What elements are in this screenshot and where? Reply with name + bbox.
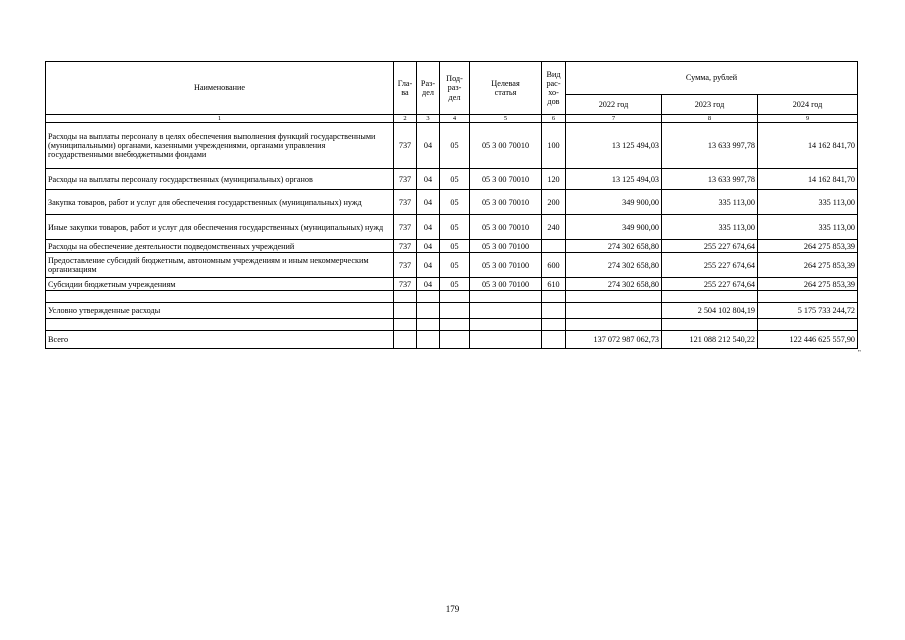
row-target: 05 3 00 70100 — [470, 253, 542, 278]
row-sum-2023: 255 227 674,64 — [662, 253, 758, 278]
row-sum-2023: 255 227 674,64 — [662, 240, 758, 253]
header-podrazdel: Под- раз- дел — [440, 62, 470, 115]
row-razdel: 04 — [417, 253, 440, 278]
total-row — [46, 331, 858, 349]
header-summa: Сумма, рублей — [566, 62, 858, 95]
row-sum-2022: 274 302 658,80 — [566, 278, 662, 291]
row-name: Субсидии бюджетным учреждениям — [46, 278, 394, 291]
row-vid: 120 — [542, 169, 566, 190]
row-sum-2022: 349 900,00 — [566, 215, 662, 240]
row-name: Расходы на выплаты персоналу в целях обеспечения выполнения функций государственными (муниципальными) органами, казенными учреждениями, органами управления государственными внебюджетными фондами — [46, 123, 394, 169]
row-sum-2022: 274 302 658,80 — [566, 240, 662, 253]
row-glava: 737 — [394, 253, 417, 278]
row-podrazdel: 05 — [440, 240, 470, 253]
header-glava: Гла- ва — [394, 62, 417, 115]
header-year-2023: 2023 год — [662, 95, 758, 115]
total-sum-2022: 137 072 987 062,73 — [566, 331, 662, 349]
row-vid — [542, 240, 566, 253]
row-podrazdel: 05 — [440, 190, 470, 215]
row-razdel: 04 — [417, 215, 440, 240]
row-sum-2023: 335 113,00 — [662, 190, 758, 215]
header-name: Наименование — [46, 62, 394, 115]
table-row — [46, 240, 858, 253]
table-row — [46, 123, 858, 169]
table-row — [46, 278, 858, 291]
row-glava: 737 — [394, 169, 417, 190]
total-sum-2023: 121 088 212 540,22 — [662, 331, 758, 349]
col-number: 3 — [417, 115, 440, 123]
row-razdel: 04 — [417, 169, 440, 190]
column-number-row — [46, 115, 858, 123]
row-vid: 100 — [542, 123, 566, 169]
row-sum-2022: 13 125 494,03 — [566, 123, 662, 169]
table-row — [46, 253, 858, 278]
row-sum-2022: 13 125 494,03 — [566, 169, 662, 190]
row-vid: 610 — [542, 278, 566, 291]
row-name: Расходы на выплаты персоналу государственных (муниципальных) органов — [46, 169, 394, 190]
col-number: 2 — [394, 115, 417, 123]
row-vid: 600 — [542, 253, 566, 278]
row-vid: 240 — [542, 215, 566, 240]
row-glava: 737 — [394, 215, 417, 240]
row-sum-2024: 335 113,00 — [758, 190, 858, 215]
row-name: Иные закупки товаров, работ и услуг для обеспечения государственных (муниципальных) нужд — [46, 215, 394, 240]
closing-quote: " — [858, 349, 861, 357]
row-razdel: 04 — [417, 190, 440, 215]
table-row — [46, 169, 858, 190]
table-row — [46, 215, 858, 240]
col-number: 5 — [470, 115, 542, 123]
row-name: Расходы на обеспечение деятельности подведомственных учреждений — [46, 240, 394, 253]
row-sum-2024: 264 275 853,39 — [758, 240, 858, 253]
row-glava: 737 — [394, 240, 417, 253]
row-vid: 200 — [542, 190, 566, 215]
row-target: 05 3 00 70010 — [470, 169, 542, 190]
row-target: 05 3 00 70010 — [470, 190, 542, 215]
row-target: 05 3 00 70010 — [470, 123, 542, 169]
total-sum-2024: 122 446 625 557,90 — [758, 331, 858, 349]
col-number: 1 — [46, 115, 394, 123]
row-razdel: 04 — [417, 123, 440, 169]
empty-row — [46, 319, 858, 331]
row-target: 05 3 00 70100 — [470, 240, 542, 253]
col-number: 8 — [662, 115, 758, 123]
header-target: Целевая статья — [470, 62, 542, 115]
page-number: 179 — [445, 604, 460, 614]
row-podrazdel: 05 — [440, 169, 470, 190]
row-glava: 737 — [394, 278, 417, 291]
conditional-sum-2022 — [566, 303, 662, 319]
header-year-2022: 2022 год — [566, 95, 662, 115]
table-row — [46, 190, 858, 215]
row-podrazdel: 05 — [440, 123, 470, 169]
row-sum-2023: 255 227 674,64 — [662, 278, 758, 291]
col-number: 6 — [542, 115, 566, 123]
row-name: Закупка товаров, работ и услуг для обеспечения государственных (муниципальных) нужд — [46, 190, 394, 215]
header-year-2024: 2024 год — [758, 95, 858, 115]
row-target: 05 3 00 70010 — [470, 215, 542, 240]
row-glava: 737 — [394, 190, 417, 215]
col-number: 4 — [440, 115, 470, 123]
row-glava: 737 — [394, 123, 417, 169]
row-sum-2024: 335 113,00 — [758, 215, 858, 240]
row-razdel: 04 — [417, 278, 440, 291]
row-sum-2023: 13 633 997,78 — [662, 169, 758, 190]
empty-row — [46, 291, 858, 303]
row-sum-2023: 13 633 997,78 — [662, 123, 758, 169]
row-razdel: 04 — [417, 240, 440, 253]
row-name: Предоставление субсидий бюджетным, автономным учреждениям и иным некоммерческим организациям — [46, 253, 394, 278]
total-label: Всего — [46, 331, 394, 349]
row-sum-2024: 14 162 841,70 — [758, 169, 858, 190]
row-podrazdel: 05 — [440, 278, 470, 291]
conditional-sum-2023: 2 504 102 804,19 — [662, 303, 758, 319]
conditional-label: Условно утвержденные расходы — [46, 303, 394, 319]
row-sum-2022: 274 302 658,80 — [566, 253, 662, 278]
row-sum-2022: 349 900,00 — [566, 190, 662, 215]
row-sum-2024: 264 275 853,39 — [758, 278, 858, 291]
conditional-sum-2024: 5 175 733 244,72 — [758, 303, 858, 319]
row-sum-2024: 264 275 853,39 — [758, 253, 858, 278]
row-podrazdel: 05 — [440, 215, 470, 240]
row-sum-2023: 335 113,00 — [662, 215, 758, 240]
header-razdel: Раз- дел — [417, 62, 440, 115]
header-vid: Вид рас- хо- дов — [542, 62, 566, 115]
row-podrazdel: 05 — [440, 253, 470, 278]
budget-table — [45, 61, 858, 349]
row-sum-2024: 14 162 841,70 — [758, 123, 858, 169]
col-number: 9 — [758, 115, 858, 123]
row-target: 05 3 00 70100 — [470, 278, 542, 291]
conditional-expenses-row — [46, 303, 858, 319]
col-number: 7 — [566, 115, 662, 123]
